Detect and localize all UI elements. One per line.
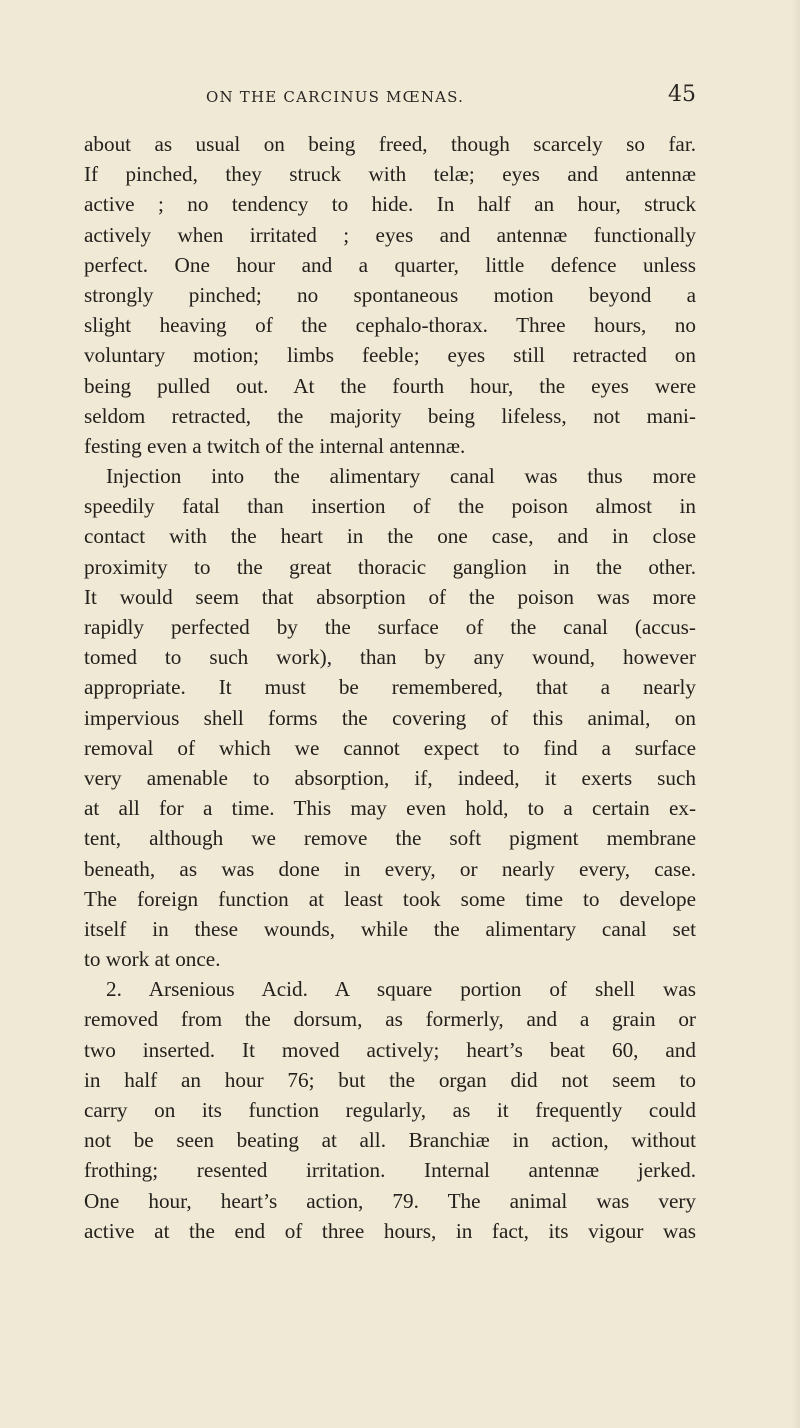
text-line: removal of which we cannot expect to find a surface [84,735,696,760]
text-line: appropriate. It must be remembered, that a nearly [84,675,696,700]
text-line: two inserted. It moved actively; heart’s beat 60, and [84,1037,696,1062]
text-line: very amenable to absorption, if, indeed, it exerts such [84,765,696,790]
text-line: actively when irritated ; eyes and antennæ functionally [84,222,696,247]
text-line: active at the end of three hours, in fact, its vigour was [84,1218,696,1243]
text-line: active ; no tendency to hide. In half an hour, struck [84,192,696,217]
text-line: rapidly perfected by the surface of the canal (accus- [84,615,696,639]
text-line: If pinched, they struck with telæ; eyes and antennæ [84,162,696,187]
text-line: itself in these wounds, while the alimentary canal set [84,916,696,941]
running-head: ON THE CARCINUS MŒNAS. [206,88,465,106]
body-text [84,129,696,1246]
text-line: seldom retracted, the majority being lifeless, not mani- [84,403,696,428]
text-line: proximity to the great thoracic ganglion in the other. [84,554,696,579]
page-edge-shadow [792,0,800,1428]
text-line: being pulled out. At the fourth hour, the eyes were [84,373,696,398]
text-line: removed from the dorsum, as formerly, and a grain or [84,1007,696,1032]
text-line: speedily fatal than insertion of the poison almost in [84,494,696,519]
text-line: festing even a twitch of the internal antennæ. [84,433,466,458]
text-line: contact with the heart in the one case, and in close [84,524,696,549]
text-line: Injection into the alimentary canal was thus more [106,464,696,489]
text-line: The foreign function at least took some time to develope [84,886,696,911]
text-line: to work at once. [84,947,221,972]
text-line: tent, although we remove the soft pigment membrane [84,826,696,851]
text-line: impervious shell forms the covering of this animal, on [84,705,696,730]
text-line: frothing; resented irritation. Internal antennæ jerked. [84,1158,696,1183]
text-line: One hour, heart’s action, 79. The animal was very [84,1188,696,1213]
text-line: strongly pinched; no spontaneous motion beyond a [84,282,696,307]
text-line: about as usual on being freed, though scarcely so far. [84,132,696,156]
text-line: in half an hour 76; but the organ did not seem to [84,1067,696,1092]
text-line: perfect. One hour and a quarter, little defence unless [84,252,696,277]
text-line: not be seen beating at all. Branchiæ in action, without [84,1128,696,1153]
text-line: tomed to such work), than by any wound, however [84,645,696,670]
text-line: slight heaving of the cephalo-thorax. Three hours, no [84,313,696,338]
text-line: beneath, as was done in every, or nearly every, case. [84,856,696,881]
text-line: It would seem that absorption of the poison was more [84,584,696,609]
text-line: 2. Arsenious Acid. A square portion of shell was [106,977,696,1002]
page-number: 45 [668,82,696,107]
text-line: carry on its function regularly, as it frequently could [84,1098,696,1122]
text-line: at all for a time. This may even hold, to a certain ex- [84,796,696,821]
text-line: voluntary motion; limbs feeble; eyes still retracted on [84,343,696,368]
page-header [86,82,696,110]
